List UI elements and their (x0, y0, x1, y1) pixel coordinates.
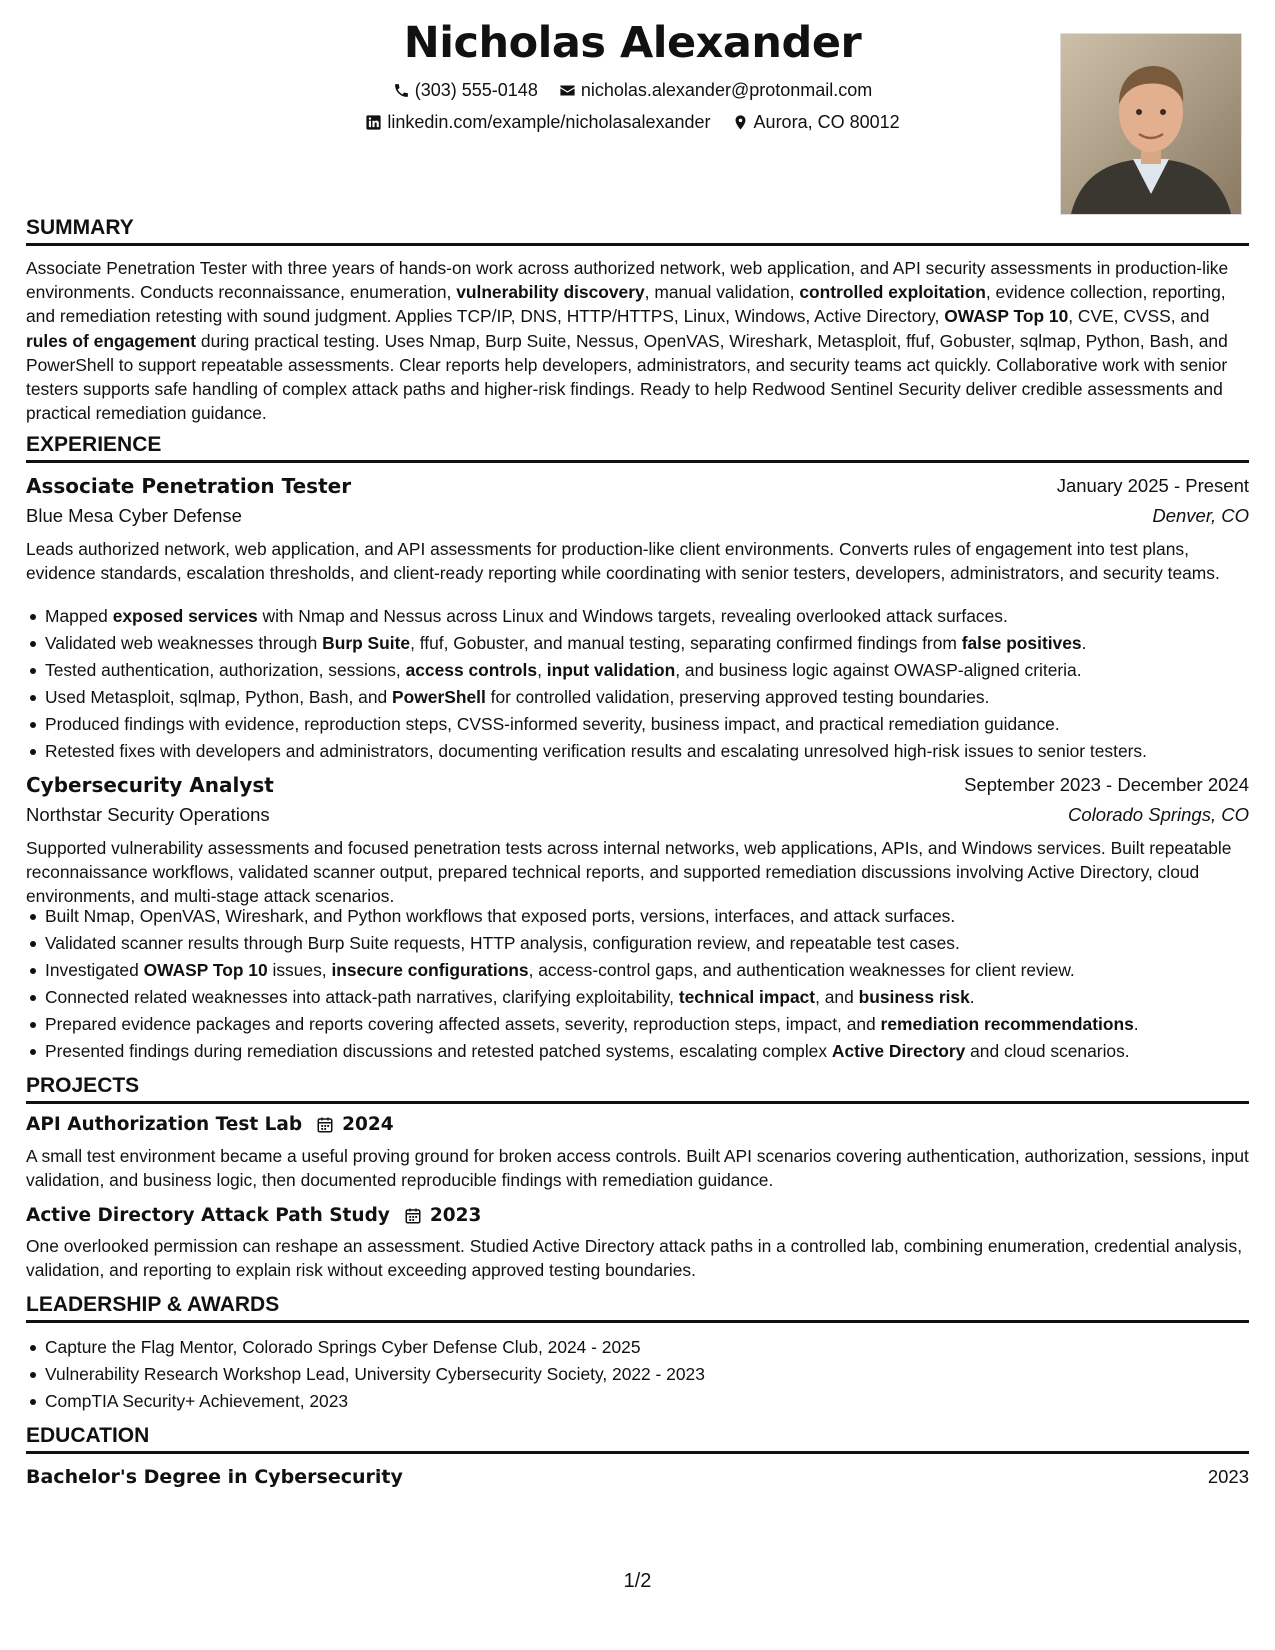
text-segment: Mapped (45, 606, 113, 626)
linkedin-url[interactable]: linkedin.com/example/nicholasalexander (387, 112, 711, 132)
text-segment: Retested fixes with developers and administrators, documenting verification results and escalating unresolved high-risk issues to senior testers. (45, 741, 1147, 761)
bullet-item (26, 684, 1256, 711)
text-segment: , evidence collection, reporting, and remediation retesting with sound judgment. Applies TCP/IP, DNS, HTTP/HTTPS, Linux, Windows, Active Directory, (26, 282, 1226, 327)
text-segment: Associate Penetration Tester with three years of hands-on work across authorized network, web application, and API security assessments in production-like environments. Conducts reconnaissance, enumeration, (26, 258, 1229, 303)
leadership-item: CompTIA Security+ Achievement, 2023 (26, 1388, 1256, 1415)
bold-keyword: OWASP Top 10 (143, 960, 268, 980)
project-year: 2024 (342, 1114, 394, 1135)
leadership-list (26, 1334, 1256, 1415)
text-segment: Prepared evidence packages and reports covering affected assets, severity, reproduction steps, impact, and (45, 1014, 881, 1034)
section-title-leadership: LEADERSHIP & AWARDS (26, 1293, 1249, 1323)
text-segment: Investigated (45, 960, 144, 980)
bullet-item (26, 711, 1256, 738)
bold-keyword: remediation recommendations (880, 1014, 1134, 1034)
text-segment: Tested authentication, authorization, sessions, (45, 660, 406, 680)
job-dates: January 2025 - Present (1056, 475, 1249, 496)
job-description: Supported vulnerability assessments and focused penetration tests across internal networks, web applications, APIs, and Windows services. Built repeatable reconnaissance workflows, validated scanner output, prepared technical reports, and supported remediation discussions involving Active Directory, cloud environments, and multi-stage attack scenarios. (26, 838, 1232, 907)
text-segment: during practical testing. Uses Nmap, Burp Suite, Nessus, OpenVAS, Wireshark, Metasploit, ffuf, Gobuster, sqlmap, Python, Bash, and PowerShell to support repeatable assessments. Clear reports help developers, administrators, and security teams act quickly. Collaborative work with senior testers supports safe handling of complex attack paths and higher-risk findings. Ready to help Redwood Sentinel Security deliver credible assessments and practical remediation guidance. (26, 330, 1228, 424)
bold-keyword: PowerShell (392, 687, 486, 707)
bold-keyword: OWASP Top 10 (944, 306, 1069, 327)
bullet-item (26, 1011, 1256, 1038)
project-description: One overlooked permission can reshape an assessment. Studied Active Directory attack paths in a controlled lab, combining enumeration, credential analysis, validation, and reporting to explain risk without exceeding approved testing boundaries. (26, 1236, 1243, 1281)
project-title (26, 1205, 481, 1226)
phone-contact (393, 80, 538, 101)
text-segment: issues, (267, 960, 332, 980)
envelope-icon (559, 82, 576, 99)
section-title-experience: EXPERIENCE (26, 433, 1249, 463)
text-segment: Used Metasploit, sqlmap, Python, Bash, and (45, 687, 393, 707)
project-year: 2023 (429, 1205, 482, 1226)
linkedin-icon (365, 114, 382, 131)
degree-title: Bachelor's Degree in Cybersecurity (26, 1466, 403, 1488)
bullet-item (26, 1038, 1256, 1065)
text-segment: Built Nmap, OpenVAS, Wireshark, and Python workflows that exposed ports, versions, interfaces, and attack surfaces. (45, 906, 956, 926)
text-segment: for controlled validation, preserving approved testing boundaries. (485, 687, 990, 707)
calendar-icon (316, 1116, 334, 1134)
section-title-projects: PROJECTS (26, 1074, 1249, 1104)
map-pin-icon (732, 114, 749, 131)
job-description: Leads authorized network, web application, and API assessments for production-like client environments. Converts rules of engagement into test plans, evidence standards, escalation thresholds, and client-ready reporting while coordinating with senior testers, developers, administrators, and security teams. (26, 539, 1220, 584)
job-title: Associate Penetration Tester (26, 474, 352, 498)
text-segment: with Nmap and Nessus across Linux and Windows targets, revealing overlooked attack surfaces. (257, 606, 1008, 626)
text-segment: Connected related weaknesses into attack-path narratives, clarifying exploitability, (45, 987, 679, 1007)
location-contact (732, 112, 900, 133)
bold-keyword: exposed services (112, 606, 258, 626)
phone-number: (303) 555-0148 (414, 80, 538, 100)
bullet-item (26, 630, 1256, 657)
company-name: Blue Mesa Cyber Defense (26, 505, 242, 526)
bold-keyword: input validation (546, 660, 676, 680)
bullet-item (26, 957, 1256, 984)
text-segment: . (969, 987, 975, 1007)
text-segment: , access-control gaps, and authentication weaknesses for client review. (528, 960, 1075, 980)
bold-keyword: Active Directory (831, 1041, 966, 1061)
leadership-item: Vulnerability Research Workshop Lead, University Cybersecurity Society, 2022 - 2023 (26, 1361, 1256, 1388)
job-dates: September 2023 - December 2024 (964, 774, 1249, 795)
linkedin-contact[interactable] (365, 112, 710, 133)
bullet-item (26, 930, 1256, 957)
text-segment: , and (815, 987, 859, 1007)
project-name: API Authorization Test Lab (26, 1114, 303, 1135)
job-location: Colorado Springs, CO (1068, 804, 1249, 825)
company-name: Northstar Security Operations (26, 804, 270, 825)
email-address[interactable]: nicholas.alexander@protonmail.com (580, 80, 873, 100)
job-bullets (26, 903, 1256, 1065)
bold-keyword: technical impact (678, 987, 816, 1007)
profile-photo (1060, 33, 1242, 215)
text-segment: Validated web weaknesses through (45, 633, 323, 653)
project-name: Active Directory Attack Path Study (26, 1205, 390, 1226)
bold-keyword: business risk (858, 987, 970, 1007)
text-segment: , ffuf, Gobuster, and manual testing, separating confirmed findings from (410, 633, 962, 653)
text-segment: , and business logic against OWASP-aligned criteria. (675, 660, 1082, 680)
bold-keyword: Burp Suite (322, 633, 411, 653)
bold-keyword: controlled exploitation (799, 282, 986, 303)
text-segment: Presented findings during remediation discussions and retested patched systems, escalating complex (45, 1041, 832, 1061)
project-title (26, 1114, 394, 1135)
text-segment: . (1081, 633, 1087, 653)
job-location: Denver, CO (1152, 505, 1249, 526)
bold-keyword: false positives (961, 633, 1082, 653)
candidate-name: Nicholas Alexander (403, 18, 862, 68)
job-title: Cybersecurity Analyst (26, 773, 274, 797)
bullet-item (26, 903, 1256, 930)
bullet-item (26, 738, 1256, 765)
phone-icon (393, 82, 410, 99)
text-segment: and cloud scenarios. (965, 1041, 1130, 1061)
home-location: Aurora, CO 80012 (753, 112, 900, 132)
text-segment: , (537, 660, 547, 680)
email-contact[interactable] (559, 80, 872, 101)
section-title-education: EDUCATION (26, 1424, 1249, 1454)
bullet-item (26, 657, 1256, 684)
text-segment: Validated scanner results through Burp Suite requests, HTTP analysis, configuration review, and repeatable test cases. (45, 933, 960, 953)
project-description: A small test environment became a useful proving ground for broken access controls. Built API scenarios covering authentication, authorization, sessions, input validation, and business logic, then documented reproducible findings with remediation guidance. (26, 1146, 1249, 1191)
leadership-item: Capture the Flag Mentor, Colorado Springs Cyber Defense Club, 2024 - 2025 (26, 1334, 1256, 1361)
bold-keyword: rules of engagement (26, 330, 197, 351)
degree-year: 2023 (1207, 1466, 1249, 1487)
page-number: 1/2 (623, 1570, 652, 1592)
bullet-item (26, 603, 1256, 630)
bold-keyword: access controls (405, 660, 538, 680)
calendar-icon (404, 1207, 422, 1225)
bullet-item (26, 984, 1256, 1011)
text-segment: . (1133, 1014, 1139, 1034)
text-segment: Produced findings with evidence, reproduction steps, CVSS-informed severity, business impact, and practical remediation guidance. (45, 714, 1060, 734)
bold-keyword: vulnerability discovery (456, 282, 645, 303)
section-title-summary: SUMMARY (26, 216, 1249, 246)
summary-text (26, 256, 1249, 425)
text-segment: , CVE, CVSS, and (1068, 306, 1210, 327)
bold-keyword: insecure configurations (331, 960, 529, 980)
job-bullets (26, 603, 1256, 765)
text-segment: , manual validation, (644, 282, 800, 303)
